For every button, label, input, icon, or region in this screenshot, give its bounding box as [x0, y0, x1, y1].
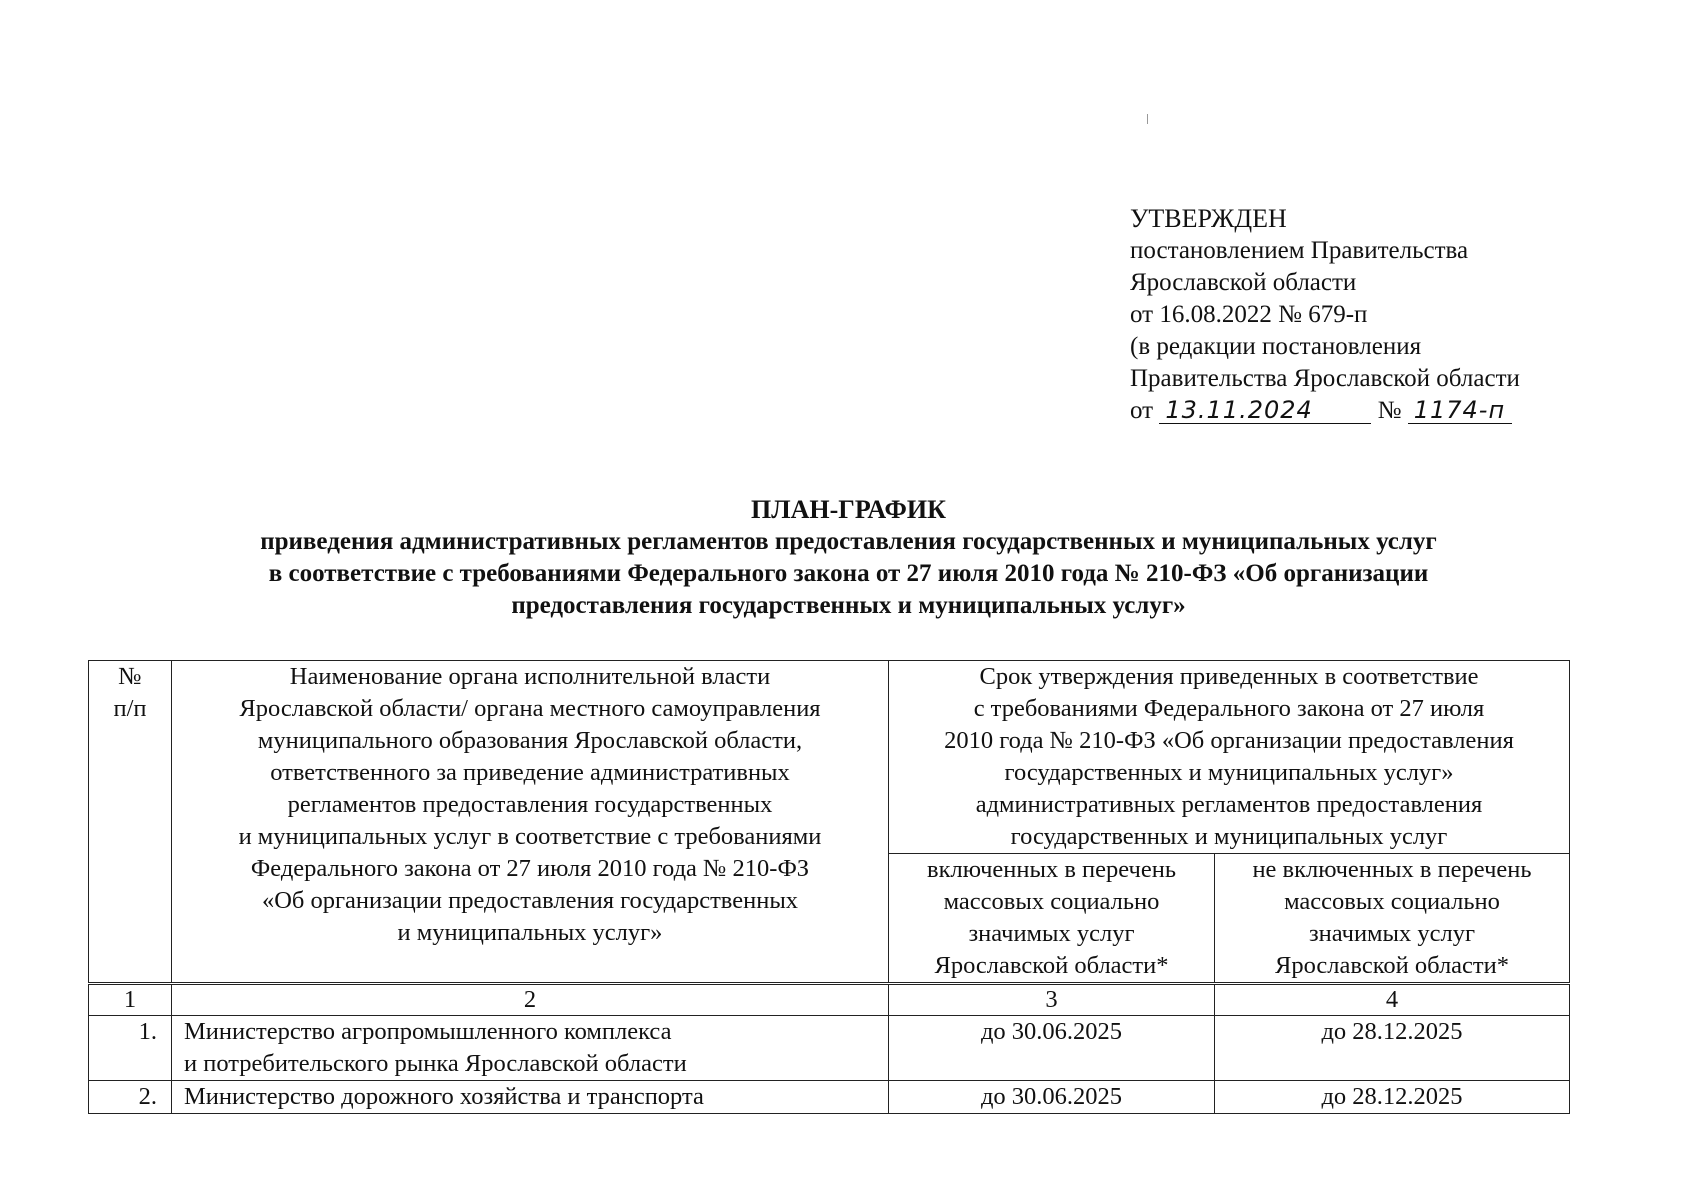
header-text: и муниципальных услуг» — [397, 919, 663, 946]
authority-name-line: и потребительского рынка Ярославской области — [184, 1050, 687, 1077]
document-heading — [0, 494, 1697, 622]
header-text: не включенных в перечень — [1252, 856, 1532, 883]
deadline-not-included: до 28.12.2025 — [1215, 1016, 1570, 1081]
header-text: Федерального закона от 27 июля 2010 года № 210-ФЗ — [250, 855, 810, 882]
header-not-included — [1215, 854, 1570, 984]
index-cell: 4 — [1215, 984, 1570, 1016]
authority-name — [172, 1081, 889, 1114]
header-text: 2010 года № 210-ФЗ «Об организации предоставления — [944, 727, 1514, 754]
approval-line: (в редакции постановления — [1130, 333, 1422, 360]
index-cell: 1 — [89, 984, 172, 1016]
header-text: п/п — [113, 695, 147, 722]
header-num — [89, 661, 172, 984]
header-text: № — [118, 663, 142, 690]
table-row — [89, 1016, 1570, 1081]
authority-name — [172, 1016, 889, 1081]
approval-stamp — [1130, 203, 1520, 427]
header-row — [89, 661, 1570, 854]
number-label: № — [1377, 397, 1402, 424]
index-cell: 2 — [172, 984, 889, 1016]
approval-line: от 16.08.2022 № 679-п — [1130, 301, 1368, 328]
header-authority — [172, 661, 889, 984]
header-text: Ярославской области* — [934, 952, 1169, 979]
approval-title: УТВЕРЖДЕН — [1130, 204, 1287, 233]
schedule-table — [88, 660, 1570, 1114]
heading-line: предоставления государственных и муниципальных услуг» — [511, 592, 1186, 619]
header-text: «Об организации предоставления государственных — [261, 887, 799, 914]
header-text: ответственного за приведение административных — [270, 759, 790, 786]
approval-line: Правительства Ярославской области — [1130, 365, 1520, 392]
heading-line: приведения административных регламентов предоставления государственных и муниципальных услуг — [260, 528, 1437, 555]
from-label: от — [1130, 397, 1154, 424]
deadline-included: до 30.06.2025 — [889, 1081, 1215, 1114]
header-text: включенных в перечень — [927, 856, 1176, 883]
heading-line: в соответствие с требованиями Федерального закона от 27 июля 2010 года № 210-ФЗ «Об организации — [268, 560, 1429, 587]
header-text: Наименование органа исполнительной власти — [289, 663, 771, 690]
deadline-included: до 30.06.2025 — [889, 1016, 1215, 1081]
scan-artifact — [1147, 114, 1148, 124]
authority-name-line: Министерство дорожного хозяйства и транспорта — [184, 1083, 704, 1110]
header-text: Ярославской области* — [1274, 952, 1510, 979]
table-row — [89, 1081, 1570, 1114]
row-number: 1. — [89, 1016, 172, 1081]
approval-line: постановлением Правительства — [1130, 237, 1469, 264]
document-title: ПЛАН-ГРАФИК — [751, 495, 946, 524]
handwritten-date: 13.11.2024 — [1159, 397, 1371, 424]
approval-line: Ярославской области — [1130, 269, 1357, 296]
row-number: 2. — [89, 1081, 172, 1114]
authority-name-line: Министерство агропромышленного комплекса — [184, 1018, 672, 1045]
approval-date-line — [1130, 395, 1520, 427]
header-text: с требованиями Федерального закона от 27 июля — [973, 695, 1485, 722]
header-text: государственных и муниципальных услуг — [1010, 823, 1448, 850]
header-text: и муниципальных услуг в соответствие с требованиями — [238, 823, 822, 850]
header-text: Ярославской области/ органа местного самоуправления — [239, 695, 821, 722]
handwritten-number: 1174-п — [1408, 397, 1512, 424]
header-text: массовых социально — [1284, 888, 1500, 915]
index-row — [89, 984, 1570, 1016]
index-cell: 3 — [889, 984, 1215, 1016]
header-text: государственных и муниципальных услуг» — [1004, 759, 1454, 786]
deadline-not-included: до 28.12.2025 — [1215, 1081, 1570, 1114]
header-text: муниципального образования Ярославской области, — [257, 727, 803, 754]
header-included — [889, 854, 1215, 984]
header-text: значимых услуг — [1308, 920, 1476, 947]
header-text: административных регламентов предоставления — [975, 791, 1483, 818]
header-text: значимых услуг — [968, 920, 1135, 947]
header-text: регламентов предоставления государственных — [287, 791, 773, 818]
header-text: Срок утверждения приведенных в соответствие — [979, 663, 1479, 690]
header-deadline — [889, 661, 1570, 854]
header-text: массовых социально — [943, 888, 1160, 915]
